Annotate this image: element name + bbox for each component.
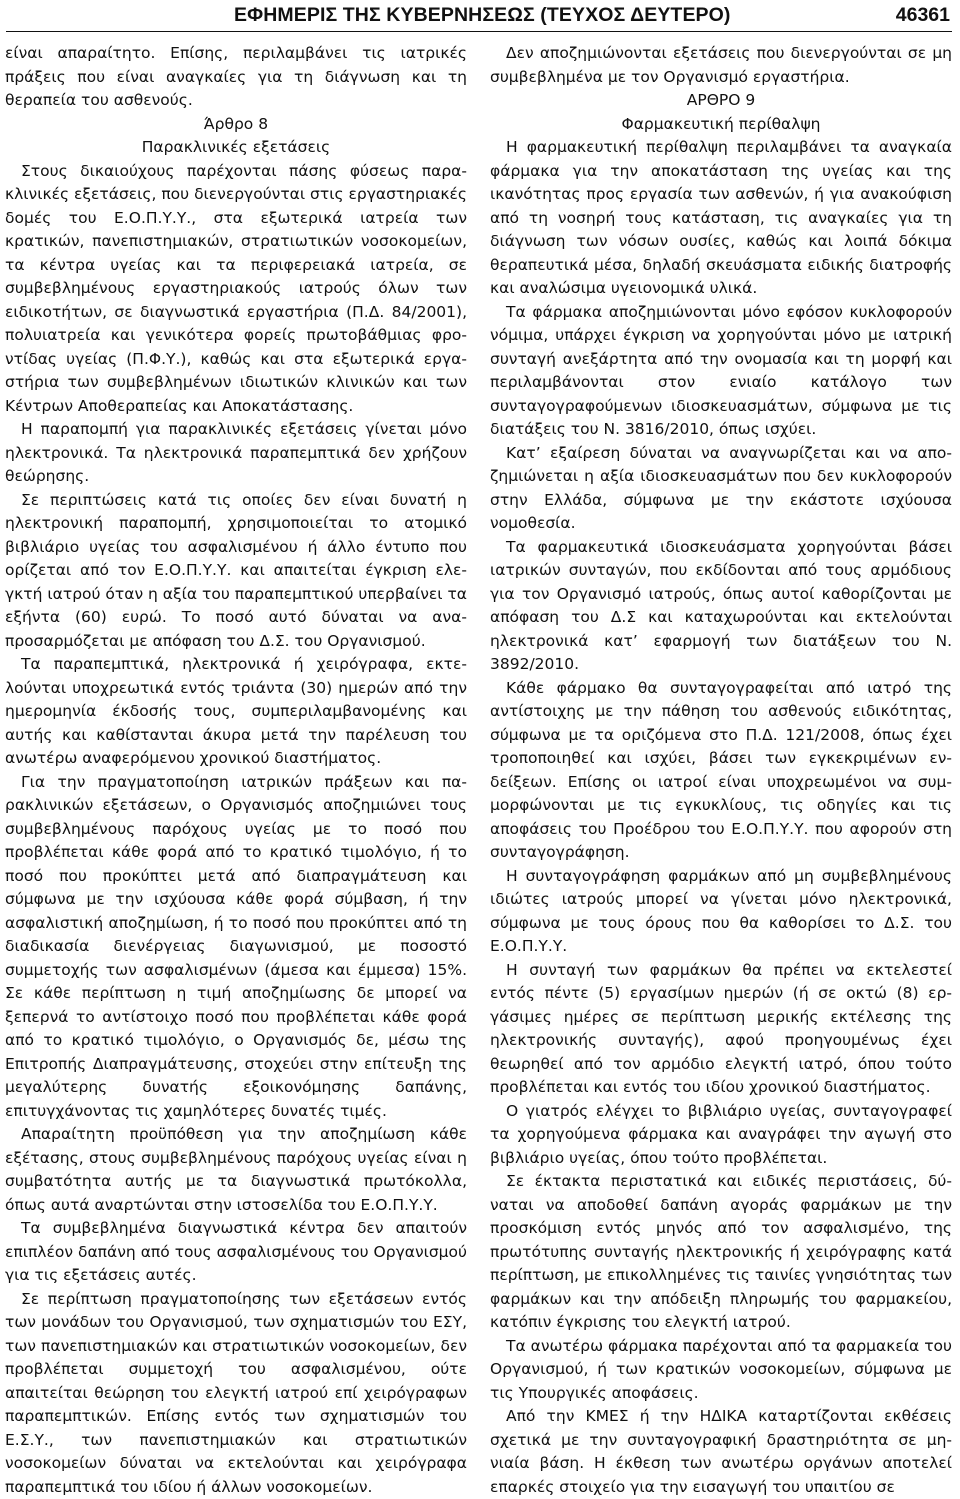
paragraph: Η συνταγή των φαρμάκων θα πρέπει να εκτελεστεί εντός πέντε (5) εργασίμων ημερών (ή σε οκτώ (8) εργάσιμες ημέρες σε περίπτωση μερικής εκτέλεσης της ηλεκτρονικής συνταγής), αφού προηγουμένως έχει θεωρηθεί από τον αρμόδιο ελεγκτή ιατρό, όπου τούτο προβλέπεται και εντός του ιδίου χρονικού διαστήματος. [490, 959, 952, 1100]
article-9-heading: ΑΡΘΡΟ 9 [490, 89, 952, 113]
paragraph: Τα συμβεβλημένα διαγνωστικά κέντρα δεν απαιτούν επιπλέον δαπάνη από τους ασφαλισμένους του Οργανισμού για τις εξετάσεις αυτές. [5, 1217, 467, 1288]
paragraph: Κάθε φάρμακο θα συνταγογραφείται από ιατρό της αντίστοιχης με την πάθηση του ασθενούς ειδικότητας, σύμφωνα με τα οριζόμενα στο Π.Δ. 121/2008, όπως έχει τροποποιηθεί και ισχύει, βάσει των εγκεκριμένων ενδείξεων. Επίσης οι ιατροί είναι υποχρεωμένοι να συμμορφώνονται με τις εγκυκλίους, τις οδηγίες και τις αποφάσεις του Προέδρου του Ε.Ο.Π.Υ.Υ. που αφορούν στη συνταγογράφηση. [490, 677, 952, 865]
paragraph: Κατ’ εξαίρεση δύναται να αναγνωρίζεται και να αποζημιώνεται η αξία ιδιοσκευασμάτων που δεν κυκλοφορούν στην Ελλάδα, σύμφωνα με την εκάστοτε ισχύουσα νομοθεσία. [490, 442, 952, 536]
paragraph: Σε περίπτωση πραγματοποίησης των εξετάσεων εντός των μονάδων του Οργανισμού, των σχηματισμών του ΕΣΥ, των πανεπιστημιακών και στρατιωτικών νοσοκομείων, δεν προβλέπεται συμμετοχή του ασφαλισμένου, ούτε απαιτείται θεώρηση του ελεγκτή ιατρού επί χειρόγραφων παραπεμπτικών. Επίσης εντός των σχηματισμών του Ε.Σ.Υ., των πανεπιστημιακών και στρατιωτικών νοσοκομείων δύναται να εκτελούνται και χειρόγραφα παραπεμπτικά του ιδίου ή άλλων νοσοκομείων. [5, 1288, 467, 1499]
paragraph: Για την πραγματοποίηση ιατρικών πράξεων και παρακλινικών εξετάσεων, ο Οργανισμός αποζημιώνει τους συμβεβλημένους παρόχους υγείας με το ποσό που προβλέπεται κάθε φορά από το κρατικό τιμολόγιο, ή το ποσό που προκύπτει μετά από διαπραγμάτευση και σύμφωνα με την ισχύουσα κάθε φορά σύμβαση, ή την ασφαλιστική αποζημίωση, ή το ποσό που προκύπτει από τη διαδικασία διενέργειας διαγωνισμού, με ποσοστό συμμετοχής των ασφαλισμένων (άμεσα και έμμεσα) 15%. Σε κάθε περίπτωση η τιμή αποζημίωσης δε μπορεί να ξεπερνά το αντίστοιχο ποσό που προβλέπεται κάθε φορά από το κρατικό τιμολόγιο, ο Οργανισμός δε, μέσω της Επιτροπής Διαπραγμάτευσης, στοχεύει στην επίτευξη της μεγαλύτερης δυνατής εξοικονόμησης δαπάνης, επιτυγχάνοντας τις χαμηλότερες δυνατές τιμές. [5, 771, 467, 1124]
paragraph: Σε έκτακτα περιστατικά και ειδικές περιστάσεις, δύναται να αποδοθεί δαπάνη αγοράς φαρμάκων με την προσκόμιση εντός μηνός από τον ασφαλισμένο, της πρωτότυπης συνταγής ηλεκτρονικής ή χειρόγραφης κατά περίπτωση, με επικολλημένες τις ταινίες γνησιότητας των φαρμάκων και την απόδειξη πληρωμής του φαρμακείου, κατόπιν έγκρισης του ελεγκτή ιατρού. [490, 1170, 952, 1335]
paragraph: Η συνταγογράφηση φαρμάκων από μη συμβεβλημένους ιδιώτες ιατρούς μπορεί να γίνεται μόνο ηλεκτρονικά, σύμφωνα με τους όρους που θα καθορίσει το Δ.Σ. του Ε.Ο.Π.Υ.Υ. [490, 865, 952, 959]
header-rule [6, 31, 952, 32]
paragraph: Ο γιατρός ελέγχει το βιβλιάριο υγείας, συνταγογραφεί τα χορηγούμενα φάρμακα και αναγράφει την αγωγή στο βιβλιάριο υγείας, όπου τούτο προβλέπεται. [490, 1100, 952, 1171]
paragraph: είναι απαραίτητο. Επίσης, περιλαμβάνει τις ιατρικές πράξεις που είναι αναγκαίες για τη διάγνωση και τη θεραπεία του ασθενούς. [5, 42, 467, 113]
paragraph: Τα παραπεμπτικά, ηλεκτρονικά ή χειρόγραφα, εκτελούνται υποχρεωτικά εντός τριάντα (30) ημερών από την ημερομηνία έκδοσής τους, συμπεριλαμβανομένης και αυτής και καθίστανται άκυρα μετά την παρέλευση του ανωτέρω αναφερόμενου χρονικού διαστήματος. [5, 653, 467, 771]
left-column [5, 42, 467, 1499]
paragraph: Τα φάρμακα αποζημιώνονται μόνο εφόσον κυκλοφορούν νόμιμα, υπάρχει έγκριση να χορηγούνται μόνο με ιατρική συνταγή ανεξάρτητα από την ονομασία και τη μορφή και περιλαμβάνονται στον ενιαίο κατάλογο των συνταγογραφούμενων ιδιοσκευασμάτων, σύμφωνα με τις διατάξεις του Ν. 3816/2010, όπως ισχύει. [490, 301, 952, 442]
gazette-title: ΕΦΗΜΕΡΙΣ ΤΗΣ ΚΥΒΕΡΝΗΣΕΩΣ (ΤΕΥΧΟΣ ΔΕΥΤΕΡΟ) [234, 4, 731, 27]
paragraph: Η παραπομπή για παρακλινικές εξετάσεις γίνεται μόνο ηλεκτρονικά. Τα ηλεκτρονικά παραπεμπτικά δεν χρήζουν θεώρησης. [5, 418, 467, 489]
paragraph: Στους δικαιούχους παρέχονται πάσης φύσεως παρακλινικές εξετάσεις, που διενεργούνται στις εργαστηριακές δομές του Ε.Ο.Π.Υ.Υ., στα εξωτερικά ιατρεία των κρατικών, πανεπιστημιακών, στρατιωτικών νοσοκομείων, τα κέντρα υγείας και τα περιφερειακά ιατρεία, σε συμβεβλημένους εργαστηριακούς ιατρούς όλων των ειδικοτήτων, σε διαγνωστικά εργαστήρια (Π.Δ. 84/2001), πολυιατρεία και γενικότερα φορείς πρωτοβάθμιας φροντίδας υγείας (Π.Φ.Υ.), καθώς και στα εξωτερικά εργαστήρια των συμβεβλημένων ιδιωτικών κλινικών και των Κέντρων Αποθεραπείας και Αποκατάστασης. [5, 160, 467, 419]
paragraph: Σε περιπτώσεις κατά τις οποίες δεν είναι δυνατή η ηλεκτρονική παραπομπή, χρησιμοποιείται το ατομικό βιβλιάριο υγείας του ασφαλισμένου ή άλλο έντυπο που ορίζεται από τον Ε.Ο.Π.Υ.Υ. και απαιτείται έγκριση ελεγκτή ιατρού όταν η αξία του παραπεμπτικού υπερβαίνει τα εξήντα (60) ευρώ. Το ποσό αυτό δύναται να αναπροσαρμόζεται με απόφαση του Δ.Σ. του Οργανισμού. [5, 489, 467, 654]
paragraph: Τα ανωτέρω φάρμακα παρέχονται από τα φαρμακεία του Οργανισμού, ή των κρατικών νοσοκομείων, σύμφωνα με τις Υπουργικές αποφάσεις. [490, 1335, 952, 1406]
paragraph: Τα φαρμακευτικά ιδιοσκευάσματα χορηγούνται βάσει ιατρικών συνταγών, που εκδίδονται από τους αρμόδιους για τον Οργανισμό ιατρούς, όπως αυτοί καθορίζονται με απόφαση του Δ.Σ και καταχωρούνται και εκτελούνται ηλεκτρονικά κατ’ εφαρμογή των διατάξεων του Ν. 3892/2010. [490, 536, 952, 677]
article-8-title: Παρακλινικές εξετάσεις [5, 136, 467, 160]
page-number: 46361 [896, 4, 950, 27]
paragraph: Η φαρμακευτική περίθαλψη περιλαμβάνει τα αναγκαία φάρμακα για την αποκατάσταση της υγείας και της ικανότητας προς εργασία των ασθενών, ή για ανακούφιση από τη νοσηρή τους κατάσταση, τις αναγκαίες για τη διάγνωση των νόσων ουσίες, καθώς και λοιπά δόκιμα θεραπευτικά μέσα, δηλαδή σκευάσματα ειδικής διατροφής και αναλώσιμα υγειονομικά υλικά. [490, 136, 952, 301]
paragraph: Απαραίτητη προϋπόθεση για την αποζημίωση κάθε εξέτασης, στους συμβεβλημένους παρόχους υγείας είναι η συμβατότητα αυτής με τα διαγνωστικά πρωτόκολλα, όπως αυτά αναρτώνται στην ιστοσελίδα του Ε.Ο.Π.Υ.Υ. [5, 1123, 467, 1217]
article-8-heading: Άρθρο 8 [5, 113, 467, 137]
right-column [490, 42, 952, 1499]
article-9-title: Φαρμακευτική περίθαλψη [490, 113, 952, 137]
page-header [0, 0, 960, 30]
paragraph: Από την ΚΜΕΣ ή την ΗΔΙΚΑ καταρτίζονται εκθέσεις σχετικά με την συνταγογραφική δραστηριότητα σε μηνιαία βάση. Η έκθεση των ανωτέρω οργάνων αποτελεί επαρκές στοιχείο για την εισαγωγή του υπαιτίου σε [490, 1405, 952, 1499]
paragraph: Δεν αποζημιώνονται εξετάσεις που διενεργούνται σε μη συμβεβλημένα με τον Οργανισμό εργαστήρια. [490, 42, 952, 89]
